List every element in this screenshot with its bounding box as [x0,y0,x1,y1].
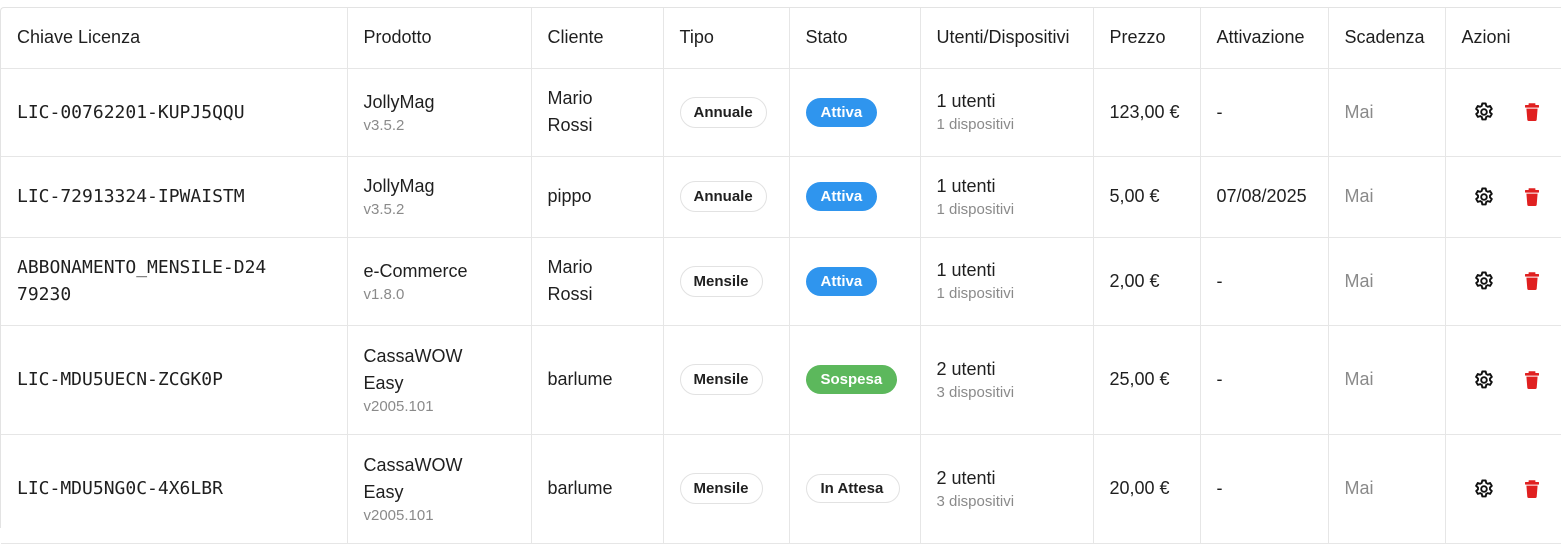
users-count: 1 utenti [936,175,996,196]
product-version: v2005.101 [363,506,434,524]
type-badge: Mensile [680,473,763,504]
actions-cell [1445,68,1561,156]
client-cell [531,237,663,325]
type-badge: Mensile [680,266,763,297]
product-cell [347,325,531,434]
activation-cell: - [1200,434,1328,543]
type-badge: Mensile [680,364,763,395]
users-devices-cell [920,68,1093,156]
status-badge: Attiva [806,182,878,211]
table-row[interactable] [1,325,1561,434]
price-cell: 2,00 € [1093,237,1200,325]
activation-cell: - [1200,325,1328,434]
users-devices-cell [920,156,1093,237]
license-key: LIC-72913324-IPWAISTM [1,156,347,237]
col-header-utenti[interactable]: Utenti/Dispositivi [920,8,1093,68]
activation-cell: - [1200,237,1328,325]
status-cell [789,156,920,237]
price-cell: 25,00 € [1093,325,1200,434]
product-cell [347,156,531,237]
price-cell: 5,00 € [1093,156,1200,237]
trash-icon[interactable] [1520,185,1544,209]
status-badge: Sospesa [806,365,898,394]
devices-count: 3 dispositivi [936,383,1015,401]
users-count: 1 utenti [936,91,996,111]
type-cell [663,434,789,543]
devices-count: 1 dispositivi [936,200,1015,218]
users-count: 1 utenti [936,260,996,280]
product-name: CassaWOW Easy [363,345,463,393]
gear-icon[interactable] [1472,100,1496,124]
status-cell [789,434,920,543]
col-header-stato[interactable]: Stato [789,8,920,68]
trash-icon[interactable] [1520,477,1544,501]
client-name: barlume [547,478,613,498]
licenses-table [1,8,1561,544]
status-badge: Attiva [806,267,878,296]
type-cell [663,325,789,434]
gear-icon[interactable] [1472,185,1496,209]
product-cell [347,434,531,543]
actions-cell [1445,237,1561,325]
client-cell [531,68,663,156]
users-devices-cell [920,434,1093,543]
client-cell [531,434,663,543]
product-cell [347,237,531,325]
actions-cell [1445,434,1561,543]
expiry-cell: Mai [1328,434,1445,543]
product-name: JollyMag [363,176,435,196]
type-cell [663,237,789,325]
col-header-cliente[interactable]: Cliente [531,8,663,68]
users-count: 2 utenti [936,467,996,488]
col-header-azioni: Azioni [1445,8,1561,68]
users-devices-cell [920,237,1093,325]
devices-count: 3 dispositivi [936,492,1015,510]
price-cell: 20,00 € [1093,434,1200,543]
devices-count: 1 dispositivi [936,116,1015,133]
col-header-scadenza[interactable]: Scadenza [1328,8,1445,68]
col-header-prezzo[interactable]: Prezzo [1093,8,1200,68]
product-cell [347,68,531,156]
client-cell [531,325,663,434]
product-name: CassaWOW Easy [363,454,463,502]
col-header-prodotto[interactable]: Prodotto [347,8,531,68]
expiry-cell: Mai [1328,68,1445,156]
product-version: v3.5.2 [363,116,405,134]
product-name: JollyMag [363,91,435,112]
expiry-cell: Mai [1328,325,1445,434]
product-version: v2005.101 [363,397,434,415]
col-header-tipo[interactable]: Tipo [663,8,789,68]
client-name: Mario Rossi [547,88,593,135]
client-name: barlume [547,369,613,389]
table-row[interactable] [1,237,1561,325]
trash-icon[interactable] [1520,368,1544,392]
product-version: v1.8.0 [363,285,405,303]
status-cell [789,325,920,434]
client-name: Mario Rossi [547,257,593,304]
table-row[interactable] [1,434,1561,543]
type-cell [663,156,789,237]
status-badge: In Attesa [806,474,900,503]
users-devices-cell [920,325,1093,434]
table-row[interactable] [1,68,1561,156]
devices-count: 1 dispositivi [936,285,1015,302]
license-key: ABBONAMENTO_MENSILE-D2479230 [1,237,347,325]
product-name: e-Commerce [363,260,468,281]
type-badge: Annuale [680,97,767,128]
table-header-row [1,8,1561,68]
gear-icon[interactable] [1472,477,1496,501]
license-key: LIC-MDU5UECN-ZCGK0P [1,325,347,434]
expiry-cell: Mai [1328,237,1445,325]
activation-cell: - [1200,68,1328,156]
status-cell [789,68,920,156]
status-badge: Attiva [806,98,878,127]
product-version: v3.5.2 [363,201,405,218]
license-key: LIC-00762201-KUPJ5QQU [1,68,347,156]
gear-icon[interactable] [1472,368,1496,392]
table-row[interactable] [1,156,1561,237]
users-count: 2 utenti [936,358,996,379]
licenses-table-container [0,7,1561,528]
trash-icon[interactable] [1520,269,1544,293]
license-key: LIC-MDU5NG0C-4X6LBR [1,434,347,543]
type-cell [663,68,789,156]
status-cell [789,237,920,325]
activation-cell: 07/08/2025 [1200,156,1328,237]
actions-cell [1445,156,1561,237]
trash-icon[interactable] [1520,100,1544,124]
col-header-chiave[interactable]: Chiave Licenza [1,8,347,68]
client-name: pippo [547,186,592,206]
col-header-attivazione[interactable]: Attivazione [1200,8,1328,68]
gear-icon[interactable] [1472,269,1496,293]
type-badge: Annuale [680,181,767,212]
price-cell: 123,00 € [1093,68,1200,156]
client-cell [531,156,663,237]
expiry-cell: Mai [1328,156,1445,237]
actions-cell [1445,325,1561,434]
